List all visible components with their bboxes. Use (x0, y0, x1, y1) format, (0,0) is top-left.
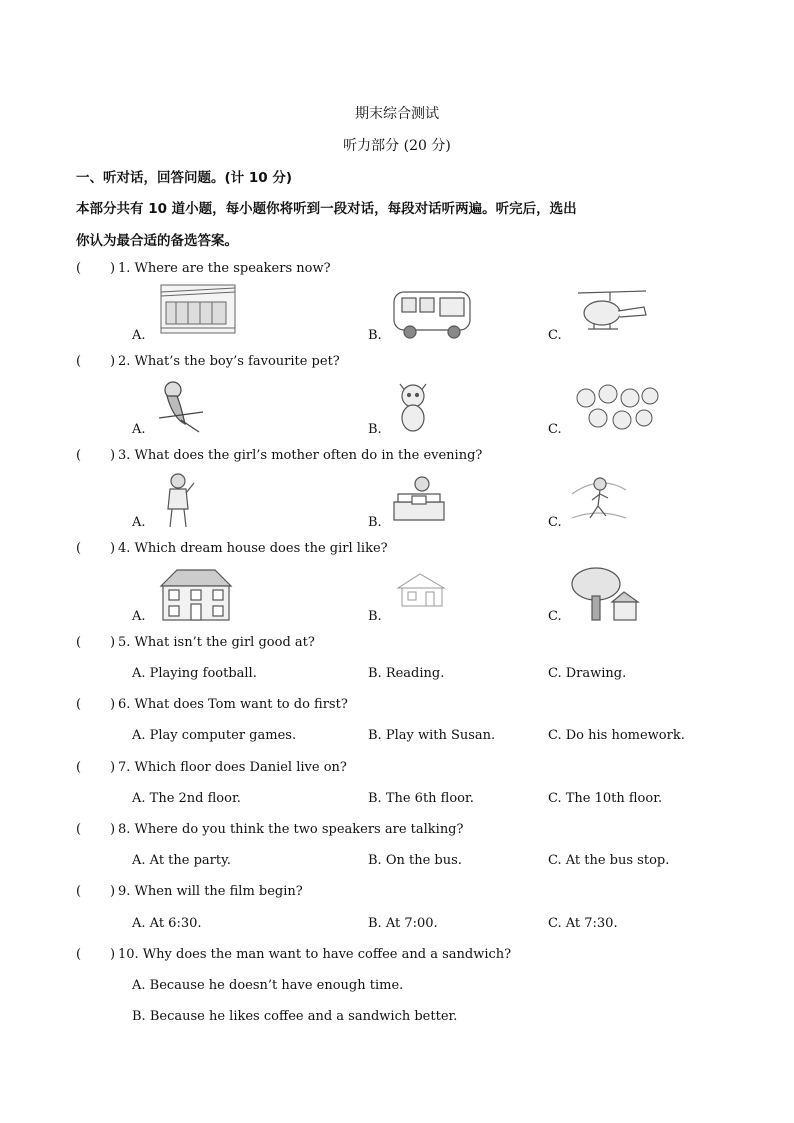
option-c: C. Drawing. (548, 666, 627, 681)
option-b: B. On the bus. (368, 853, 462, 868)
option-b-label: B. (368, 515, 382, 530)
option-a: A. Playing football. (132, 666, 257, 681)
option-c-label: C. (548, 422, 562, 437)
answer-blank-close: ) (110, 261, 116, 276)
question-text: 4. Which dream house does the girl like? (118, 541, 388, 556)
dogs-icon (572, 382, 662, 432)
option-b: B. Play with Susan. (368, 728, 496, 743)
answer-blank-open: ( (76, 697, 82, 712)
question-text: 5. What isn’t the girl good at? (118, 635, 315, 650)
bus-icon (390, 288, 476, 342)
option-b: B. The 6th floor. (368, 791, 474, 806)
answer-blank-open: ( (76, 822, 82, 837)
option-a: A. The 2nd floor. (132, 791, 241, 806)
answer-blank-close: ) (110, 354, 116, 369)
option-b-label: B. (368, 328, 382, 343)
option-b-label: B. (368, 422, 382, 437)
answer-blank-close: ) (110, 697, 116, 712)
answer-blank-open: ( (76, 760, 82, 775)
woman-jogging-icon (570, 474, 628, 526)
answer-blank-close: ) (110, 541, 116, 556)
cat-icon (394, 378, 432, 434)
answer-blank-open: ( (76, 354, 82, 369)
option-b: B. At 7:00. (368, 916, 438, 931)
option-a-label: A. (132, 609, 146, 624)
parrot-icon (155, 378, 205, 436)
option-c: C. At the bus stop. (548, 853, 670, 868)
page-title: 期末综合测试 (355, 106, 439, 122)
answer-blank-open: ( (76, 947, 82, 962)
option-a: A. At the party. (132, 853, 231, 868)
question-text: 3. What does the girl’s mother often do in the evening? (118, 448, 483, 463)
answer-blank-open: ( (76, 261, 82, 276)
answer-blank-close: ) (110, 822, 116, 837)
section-instruction-line2: 你认为最合适的备选答案。 (76, 233, 238, 249)
option-a-label: A. (132, 328, 146, 343)
option-b: B. Reading. (368, 666, 445, 681)
option-a: A. Play computer games. (132, 728, 297, 743)
option-a: A. Because he doesn’t have enough time. (132, 978, 404, 993)
option-a: A. At 6:30. (132, 916, 202, 931)
option-b-label: B. (368, 609, 382, 624)
option-c-label: C. (548, 515, 562, 530)
option-c-label: C. (548, 328, 562, 343)
woman-singing-icon (158, 471, 198, 529)
option-a-label: A. (132, 422, 146, 437)
page-subtitle: 听力部分 (20 分) (343, 138, 451, 154)
question-text: 1. Where are the speakers now? (118, 261, 331, 276)
option-c: C. Do his homework. (548, 728, 685, 743)
answer-blank-close: ) (110, 947, 116, 962)
train-station-icon (160, 284, 236, 334)
answer-blank-open: ( (76, 541, 82, 556)
section-heading: 一、听对话，回答问题。(计 10 分) (76, 170, 293, 186)
question-text: 2. What’s the boy’s favourite pet? (118, 354, 340, 369)
question-text: 6. What does Tom want to do first? (118, 697, 348, 712)
answer-blank-open: ( (76, 448, 82, 463)
question-text: 8. Where do you think the two speakers are talking? (118, 822, 464, 837)
question-text: 10. Why does the man want to have coffee and a sandwich? (118, 947, 512, 962)
option-b: B. Because he likes coffee and a sandwich better. (132, 1009, 458, 1024)
woman-reading-sofa-icon (392, 474, 446, 528)
helicopter-icon (572, 287, 652, 339)
answer-blank-open: ( (76, 635, 82, 650)
section-instruction-line1: 本部分共有 10 道小题，每小题你将听到一段对话，每段对话听两遍。听完后，选出 (76, 201, 577, 217)
option-c: C. The 10th floor. (548, 791, 663, 806)
option-a-label: A. (132, 515, 146, 530)
two-storey-house-icon (157, 566, 235, 622)
option-c-label: C. (548, 609, 562, 624)
answer-blank-close: ) (110, 448, 116, 463)
tree-house-icon (568, 566, 640, 622)
question-text: 7. Which floor does Daniel live on? (118, 760, 347, 775)
answer-blank-close: ) (110, 760, 116, 775)
answer-blank-close: ) (110, 884, 116, 899)
answer-blank-close: ) (110, 635, 116, 650)
answer-blank-open: ( (76, 884, 82, 899)
question-text: 9. When will the film begin? (118, 884, 303, 899)
cottage-icon (392, 570, 450, 610)
option-c: C. At 7:30. (548, 916, 618, 931)
